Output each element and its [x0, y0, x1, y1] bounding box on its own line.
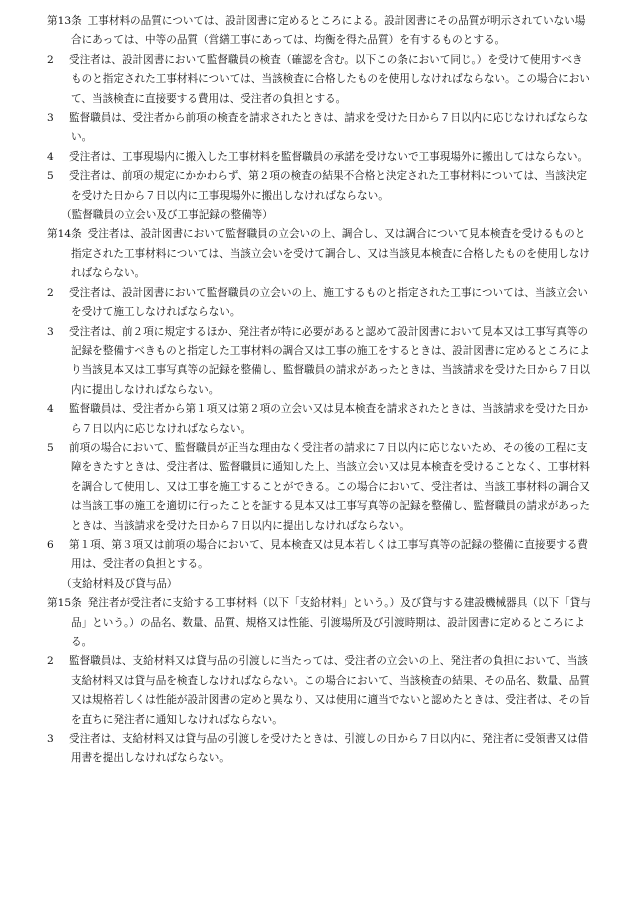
item-number: 6	[47, 538, 54, 551]
item-text: 受注者は、支給材料又は貸与品の引渡しを受けたときは、引渡しの日から７日以内に、発注者に受領書又は借用書を提出しなければならない。	[69, 733, 589, 765]
item-text: 監督職員は、受注者から第１項又は第２項の立会い又は見本検査を請求されたときは、当該請求を受けた日から７日以内に応じなければならない。	[69, 403, 589, 435]
item-number: 3	[47, 325, 54, 338]
article-13-item-2	[47, 51, 592, 109]
item-text: 受注者は、前２項に規定するほか、発注者が特に必要があると認めて設計図書において見本又は工事写真等の記録を整備すべきものと指定した工事材料の調合又は工事の施工をするときは、設計図書に定めるところにより当該見本又は工事写真等の記録を整備し、監督職員の請求があったときは、当該請求を受けた日から７日以内に提出しなければならない。	[69, 325, 590, 396]
item-text: 前項の場合において、監督職員が正当な理由なく受注者の請求に７日以内に応じないため、その後の工程に支障をきたすときは、受注者は、監督職員に通知した上、当該立会い又は見本検査を受けることなく、工事材料を調合して使用し、又は工事を施工することができる。この場合において、受注者は、当該工事材料の調合又は当該工事の施工を適切に行ったことを証する見本又は工事写真等の記録を整備し、監督職員の請求があったときは、当該請求を受けた日から７日以内に提出しなければならない。	[69, 441, 590, 532]
item-text: 受注者は、工事現場内に搬入した工事材料を監督職員の承諾を受けないで工事現場外に搬出してはならない。	[69, 150, 589, 163]
article-15	[47, 594, 592, 652]
article-number: 第15条	[47, 597, 82, 610]
item-number: 3	[47, 112, 54, 125]
article-text: 発注者が受注者に支給する工事材料（以下「支給材料」という。）及び貸与する建設機械器具（以下「貸与品」という。）の品名、数量、品質、規格又は性能、引渡場所及び引渡時期は、設計図書に定めるところによる。	[71, 597, 591, 648]
item-number: 4	[47, 403, 54, 416]
article-text: 受注者は、設計図書において監督職員の立会いの上、調合し、又は調合について見本検査を受けるものと指定された工事材料については、当該立会いを受けて調合し、又は当該見本検査に合格したものを使用しなければならない。	[71, 228, 590, 280]
article-number: 第14条	[47, 228, 82, 241]
item-number: 2	[47, 286, 54, 299]
article-13-item-4	[47, 148, 592, 167]
item-text: 監督職員は、支給材料又は貸与品の引渡しに当たっては、受注者の立会いの上、発注者の負担において、当該支給材料又は貸与品を検査しなければならない。この場合において、当該検査の結果、その品名、数量、品質又は規格若しくは性能が設計図書の定めと異なり、又は使用に適当でないと認めたときは、受注者は、その旨を直ちに発注者に通知しなければならない。	[69, 655, 591, 726]
article-14-item-3	[47, 323, 592, 401]
article-14-item-6	[47, 536, 592, 575]
item-text: 監督職員は、受注者から前項の検査を請求されたときは、請求を受けた日から７日以内に応じなければならない。	[69, 112, 589, 144]
article-15-item-3	[47, 730, 592, 769]
item-number: 2	[47, 655, 54, 668]
article-14-caption: （監督職員の立会い及び工事記録の整備等）	[61, 209, 273, 222]
article-number: 第13条	[47, 15, 82, 27]
item-number: 2	[47, 53, 54, 66]
article-14-item-5	[47, 439, 592, 536]
article-13	[47, 12, 592, 51]
article-15-item-2	[47, 652, 592, 730]
article-15-caption: （支給材料及び貸与品）	[61, 577, 178, 590]
item-text: 受注者は、設計図書において監督職員の検査（確認を含む。以下この条において同じ。）を受けて使用すべきものと指定された工事材料については、当該検査に合格したものを使用しなければならない。この場合において、当該検査に直接要する費用は、受注者の負担とする。	[69, 53, 590, 105]
item-number: 3	[47, 733, 54, 746]
article-13-item-3	[47, 109, 592, 148]
item-number: 5	[47, 170, 54, 183]
item-text: 第１項、第３項又は前項の場合において、見本検査又は見本若しくは工事写真等の記録の整備に直接要する費用は、受注者の負担とする。	[69, 538, 588, 571]
article-13-item-5	[47, 167, 592, 206]
article-text: 工事材料の品質については、設計図書に定めるところによる。設計図書にその品質が明示されていない場合にあっては、中等の品質（営繕工事にあっては、均衡を得た品質）を有するものとする。	[71, 15, 586, 47]
item-text: 受注者は、前項の規定にかかわらず、第２項の検査の結果不合格と決定された工事材料については、当該決定を受けた日から７日以内に工事現場外に搬出しなければならない。	[69, 170, 588, 202]
item-text: 受注者は、設計図書において監督職員の立会いの上、施工するものと指定された工事については、当該立会いを受けて施工しなければならない。	[69, 286, 588, 319]
article-14-item-4	[47, 400, 592, 439]
article-14-item-2	[47, 284, 592, 323]
item-number: 5	[47, 441, 54, 454]
item-number: 4	[47, 150, 54, 163]
article-14	[47, 225, 592, 283]
